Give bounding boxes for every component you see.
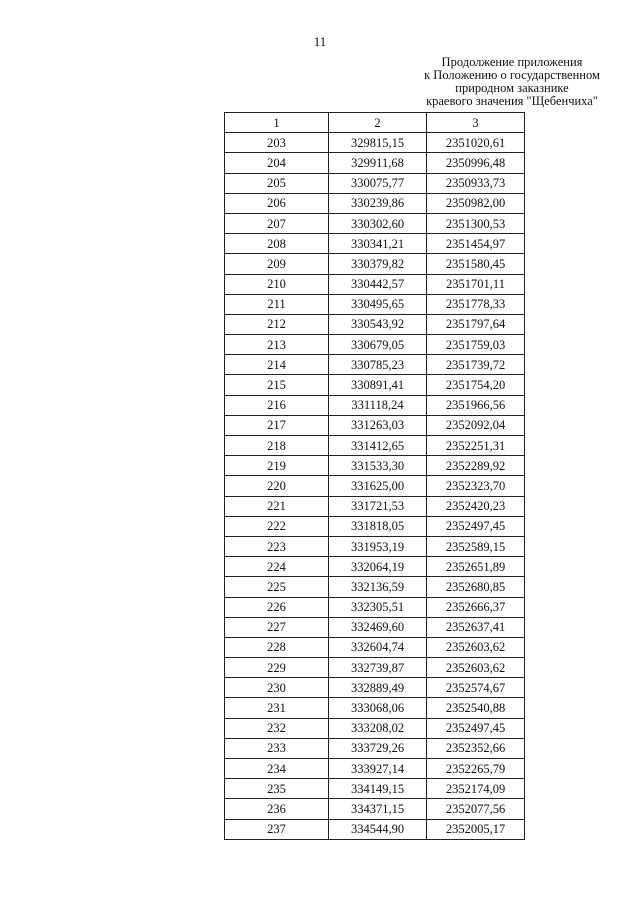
cell-y-coordinate: 2351020,61 [427, 133, 525, 153]
cell-x-coordinate: 333208,02 [329, 718, 427, 738]
cell-point-number: 206 [225, 193, 329, 213]
cell-y-coordinate: 2352251,31 [427, 436, 525, 456]
cell-x-coordinate: 333729,26 [329, 738, 427, 758]
cell-y-coordinate: 2351754,20 [427, 375, 525, 395]
cell-y-coordinate: 2352092,04 [427, 415, 525, 435]
cell-x-coordinate: 329815,15 [329, 133, 427, 153]
cell-y-coordinate: 2352174,09 [427, 779, 525, 799]
cell-y-coordinate: 2351759,03 [427, 335, 525, 355]
cell-point-number: 219 [225, 456, 329, 476]
cell-x-coordinate: 331953,19 [329, 536, 427, 556]
table-row [225, 597, 525, 617]
column-header-y: 3 [427, 113, 525, 133]
cell-x-coordinate: 331118,24 [329, 395, 427, 415]
table-body [225, 133, 525, 840]
table-row [225, 254, 525, 274]
cell-x-coordinate: 330239,86 [329, 193, 427, 213]
cell-y-coordinate: 2351701,11 [427, 274, 525, 294]
cell-point-number: 223 [225, 536, 329, 556]
cell-x-coordinate: 330543,92 [329, 314, 427, 334]
cell-point-number: 212 [225, 314, 329, 334]
table-row [225, 294, 525, 314]
cell-point-number: 214 [225, 355, 329, 375]
cell-point-number: 217 [225, 415, 329, 435]
cell-y-coordinate: 2352497,45 [427, 718, 525, 738]
cell-x-coordinate: 330379,82 [329, 254, 427, 274]
table-row [225, 819, 525, 839]
cell-x-coordinate: 332604,74 [329, 637, 427, 657]
appendix-header [400, 56, 624, 108]
table-row [225, 335, 525, 355]
cell-y-coordinate: 2351454,97 [427, 234, 525, 254]
table-row [225, 637, 525, 657]
cell-x-coordinate: 333927,14 [329, 759, 427, 779]
cell-y-coordinate: 2350996,48 [427, 153, 525, 173]
cell-y-coordinate: 2352589,15 [427, 536, 525, 556]
table-row [225, 133, 525, 153]
cell-point-number: 224 [225, 557, 329, 577]
cell-x-coordinate: 330302,60 [329, 213, 427, 233]
table-header-row [225, 113, 525, 133]
table-row [225, 577, 525, 597]
cell-y-coordinate: 2352077,56 [427, 799, 525, 819]
cell-x-coordinate: 332889,49 [329, 678, 427, 698]
table-row [225, 658, 525, 678]
table-row [225, 355, 525, 375]
table-row [225, 678, 525, 698]
cell-point-number: 231 [225, 698, 329, 718]
header-line-2: к Положению о государственном [424, 68, 600, 82]
cell-y-coordinate: 2352352,66 [427, 738, 525, 758]
table-row [225, 718, 525, 738]
cell-point-number: 211 [225, 294, 329, 314]
cell-y-coordinate: 2352680,85 [427, 577, 525, 597]
cell-point-number: 220 [225, 476, 329, 496]
cell-x-coordinate: 331533,30 [329, 456, 427, 476]
cell-point-number: 221 [225, 496, 329, 516]
cell-y-coordinate: 2352323,70 [427, 476, 525, 496]
cell-point-number: 236 [225, 799, 329, 819]
cell-x-coordinate: 330891,41 [329, 375, 427, 395]
table-row [225, 314, 525, 334]
cell-point-number: 229 [225, 658, 329, 678]
cell-y-coordinate: 2352005,17 [427, 819, 525, 839]
table-row [225, 456, 525, 476]
cell-x-coordinate: 331818,05 [329, 516, 427, 536]
cell-x-coordinate: 331263,03 [329, 415, 427, 435]
cell-x-coordinate: 330495,65 [329, 294, 427, 314]
table-row [225, 193, 525, 213]
cell-point-number: 207 [225, 213, 329, 233]
cell-y-coordinate: 2350933,73 [427, 173, 525, 193]
table-row [225, 536, 525, 556]
cell-x-coordinate: 330442,57 [329, 274, 427, 294]
cell-point-number: 232 [225, 718, 329, 738]
cell-x-coordinate: 332469,60 [329, 617, 427, 637]
cell-point-number: 228 [225, 637, 329, 657]
cell-y-coordinate: 2352265,79 [427, 759, 525, 779]
cell-point-number: 234 [225, 759, 329, 779]
cell-point-number: 203 [225, 133, 329, 153]
cell-x-coordinate: 330679,05 [329, 335, 427, 355]
cell-point-number: 210 [225, 274, 329, 294]
cell-point-number: 209 [225, 254, 329, 274]
cell-x-coordinate: 330075,77 [329, 173, 427, 193]
column-header-x: 2 [329, 113, 427, 133]
cell-x-coordinate: 331625,00 [329, 476, 427, 496]
cell-x-coordinate: 334371,15 [329, 799, 427, 819]
cell-x-coordinate: 330341,21 [329, 234, 427, 254]
cell-point-number: 205 [225, 173, 329, 193]
table-row [225, 698, 525, 718]
cell-y-coordinate: 2352540,88 [427, 698, 525, 718]
cell-point-number: 226 [225, 597, 329, 617]
cell-y-coordinate: 2352574,67 [427, 678, 525, 698]
cell-point-number: 215 [225, 375, 329, 395]
cell-x-coordinate: 332739,87 [329, 658, 427, 678]
cell-x-coordinate: 330785,23 [329, 355, 427, 375]
cell-point-number: 222 [225, 516, 329, 536]
table-row [225, 779, 525, 799]
table-row [225, 395, 525, 415]
cell-x-coordinate: 331721,53 [329, 496, 427, 516]
table-row [225, 799, 525, 819]
table-row [225, 415, 525, 435]
cell-y-coordinate: 2352420,23 [427, 496, 525, 516]
page-number: 11 [313, 34, 327, 49]
cell-point-number: 225 [225, 577, 329, 597]
table-row [225, 234, 525, 254]
table-row [225, 617, 525, 637]
cell-y-coordinate: 2351797,64 [427, 314, 525, 334]
cell-y-coordinate: 2350982,00 [427, 193, 525, 213]
cell-x-coordinate: 334544,90 [329, 819, 427, 839]
table-row [225, 274, 525, 294]
cell-point-number: 208 [225, 234, 329, 254]
cell-y-coordinate: 2352603,62 [427, 658, 525, 678]
cell-x-coordinate: 332064,19 [329, 557, 427, 577]
cell-y-coordinate: 2352603,62 [427, 637, 525, 657]
table-row [225, 173, 525, 193]
cell-y-coordinate: 2352666,37 [427, 597, 525, 617]
table-row [225, 759, 525, 779]
cell-x-coordinate: 334149,15 [329, 779, 427, 799]
cell-point-number: 233 [225, 738, 329, 758]
cell-y-coordinate: 2352651,89 [427, 557, 525, 577]
cell-y-coordinate: 2351300,53 [427, 213, 525, 233]
cell-point-number: 216 [225, 395, 329, 415]
table-row [225, 375, 525, 395]
table-row [225, 516, 525, 536]
cell-x-coordinate: 333068,06 [329, 698, 427, 718]
cell-point-number: 227 [225, 617, 329, 637]
cell-x-coordinate: 331412,65 [329, 436, 427, 456]
cell-y-coordinate: 2351966,56 [427, 395, 525, 415]
cell-y-coordinate: 2351778,33 [427, 294, 525, 314]
table-row [225, 496, 525, 516]
header-line-4: краевого значения "Щебенчиха" [426, 94, 598, 108]
header-line-1: Продолжение приложения [441, 55, 583, 69]
table-row [225, 436, 525, 456]
cell-y-coordinate: 2351739,72 [427, 355, 525, 375]
cell-y-coordinate: 2352497,45 [427, 516, 525, 536]
cell-y-coordinate: 2351580,45 [427, 254, 525, 274]
cell-y-coordinate: 2352289,92 [427, 456, 525, 476]
table-row [225, 738, 525, 758]
table-row [225, 213, 525, 233]
cell-x-coordinate: 329911,68 [329, 153, 427, 173]
cell-point-number: 235 [225, 779, 329, 799]
cell-x-coordinate: 332136,59 [329, 577, 427, 597]
table-row [225, 153, 525, 173]
table-row [225, 476, 525, 496]
column-header-point-number: 1 [225, 113, 329, 133]
table-header [225, 113, 525, 133]
cell-y-coordinate: 2352637,41 [427, 617, 525, 637]
table-row [225, 557, 525, 577]
cell-point-number: 204 [225, 153, 329, 173]
cell-point-number: 218 [225, 436, 329, 456]
cell-point-number: 237 [225, 819, 329, 839]
header-line-3: природном заказнике [455, 81, 569, 95]
cell-point-number: 213 [225, 335, 329, 355]
cell-point-number: 230 [225, 678, 329, 698]
cell-x-coordinate: 332305,51 [329, 597, 427, 617]
coordinates-table [224, 112, 525, 840]
